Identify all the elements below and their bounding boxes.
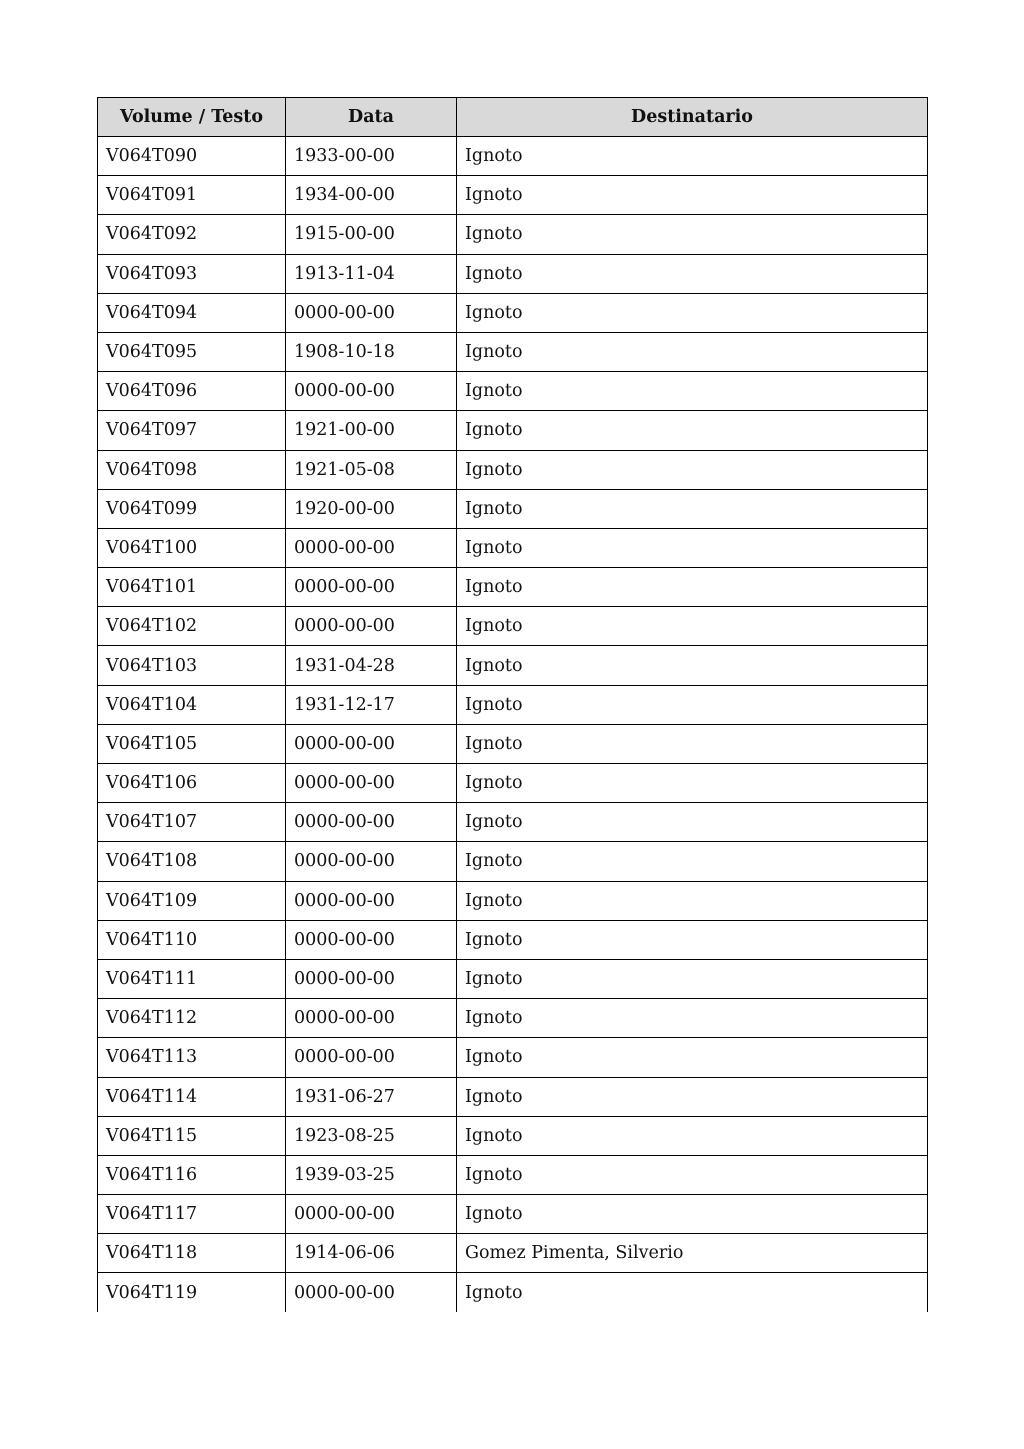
cell-data: 1914-06-06 <box>286 1234 457 1273</box>
cell-data: 0000-00-00 <box>286 1038 457 1077</box>
cell-destinatario: Ignoto <box>457 959 928 998</box>
table-row <box>98 528 928 567</box>
records-table <box>97 97 928 1312</box>
cell-volume-testo: V064T098 <box>98 450 286 489</box>
table-row <box>98 215 928 254</box>
cell-volume-testo: V064T104 <box>98 685 286 724</box>
header-data: Data <box>286 98 457 137</box>
table-row <box>98 920 928 959</box>
cell-destinatario: Ignoto <box>457 489 928 528</box>
cell-volume-testo: V064T112 <box>98 999 286 1038</box>
cell-volume-testo: V064T115 <box>98 1116 286 1155</box>
cell-destinatario: Ignoto <box>457 293 928 332</box>
cell-destinatario: Ignoto <box>457 450 928 489</box>
cell-volume-testo: V064T106 <box>98 764 286 803</box>
cell-volume-testo: V064T117 <box>98 1195 286 1234</box>
cell-volume-testo: V064T097 <box>98 411 286 450</box>
cell-data: 0000-00-00 <box>286 803 457 842</box>
cell-volume-testo: V064T110 <box>98 920 286 959</box>
cell-destinatario: Ignoto <box>457 920 928 959</box>
cell-data: 0000-00-00 <box>286 881 457 920</box>
cell-data: 0000-00-00 <box>286 528 457 567</box>
table-body <box>98 137 928 1313</box>
cell-destinatario: Ignoto <box>457 176 928 215</box>
cell-data: 1921-05-08 <box>286 450 457 489</box>
cell-volume-testo: V064T119 <box>98 1273 286 1312</box>
cell-destinatario: Ignoto <box>457 881 928 920</box>
cell-volume-testo: V064T118 <box>98 1234 286 1273</box>
header-row <box>98 98 928 137</box>
table-row <box>98 568 928 607</box>
cell-data: 1923-08-25 <box>286 1116 457 1155</box>
table-row <box>98 842 928 881</box>
table-row <box>98 137 928 176</box>
cell-volume-testo: V064T095 <box>98 332 286 371</box>
cell-destinatario: Ignoto <box>457 332 928 371</box>
cell-volume-testo: V064T103 <box>98 646 286 685</box>
cell-volume-testo: V064T100 <box>98 528 286 567</box>
cell-destinatario: Ignoto <box>457 1273 928 1312</box>
cell-volume-testo: V064T090 <box>98 137 286 176</box>
table-row <box>98 1234 928 1273</box>
header-destinatario: Destinatario <box>457 98 928 137</box>
cell-data: 0000-00-00 <box>286 568 457 607</box>
cell-destinatario: Ignoto <box>457 1077 928 1116</box>
cell-destinatario: Ignoto <box>457 685 928 724</box>
cell-data: 0000-00-00 <box>286 607 457 646</box>
table-row <box>98 803 928 842</box>
cell-data: 0000-00-00 <box>286 724 457 763</box>
table-row <box>98 1116 928 1155</box>
cell-destinatario: Ignoto <box>457 372 928 411</box>
table-row <box>98 685 928 724</box>
cell-data: 1915-00-00 <box>286 215 457 254</box>
table-row <box>98 372 928 411</box>
cell-volume-testo: V064T109 <box>98 881 286 920</box>
cell-volume-testo: V064T093 <box>98 254 286 293</box>
table-row <box>98 1038 928 1077</box>
cell-destinatario: Ignoto <box>457 842 928 881</box>
cell-destinatario: Ignoto <box>457 411 928 450</box>
table-row <box>98 959 928 998</box>
cell-destinatario: Ignoto <box>457 1038 928 1077</box>
table-row <box>98 1273 928 1312</box>
table-row <box>98 254 928 293</box>
cell-volume-testo: V064T113 <box>98 1038 286 1077</box>
table-row <box>98 999 928 1038</box>
cell-data: 1920-00-00 <box>286 489 457 528</box>
cell-volume-testo: V064T092 <box>98 215 286 254</box>
cell-destinatario: Ignoto <box>457 803 928 842</box>
cell-data: 1933-00-00 <box>286 137 457 176</box>
cell-data: 0000-00-00 <box>286 999 457 1038</box>
table-row <box>98 607 928 646</box>
table-row <box>98 411 928 450</box>
table-row <box>98 293 928 332</box>
cell-volume-testo: V064T105 <box>98 724 286 763</box>
cell-data: 0000-00-00 <box>286 372 457 411</box>
cell-data: 0000-00-00 <box>286 293 457 332</box>
cell-destinatario: Ignoto <box>457 1155 928 1194</box>
cell-destinatario: Gomez Pimenta, Silverio <box>457 1234 928 1273</box>
cell-volume-testo: V064T116 <box>98 1155 286 1194</box>
cell-data: 1931-06-27 <box>286 1077 457 1116</box>
cell-data: 1931-04-28 <box>286 646 457 685</box>
table-row <box>98 724 928 763</box>
cell-data: 0000-00-00 <box>286 959 457 998</box>
cell-data: 1931-12-17 <box>286 685 457 724</box>
table-row <box>98 450 928 489</box>
cell-data: 1908-10-18 <box>286 332 457 371</box>
cell-data: 0000-00-00 <box>286 842 457 881</box>
cell-data: 0000-00-00 <box>286 1195 457 1234</box>
cell-destinatario: Ignoto <box>457 999 928 1038</box>
table-row <box>98 764 928 803</box>
cell-destinatario: Ignoto <box>457 646 928 685</box>
table-row <box>98 489 928 528</box>
cell-data: 1934-00-00 <box>286 176 457 215</box>
cell-volume-testo: V064T101 <box>98 568 286 607</box>
cell-data: 0000-00-00 <box>286 1273 457 1312</box>
table-row <box>98 646 928 685</box>
cell-volume-testo: V064T094 <box>98 293 286 332</box>
cell-destinatario: Ignoto <box>457 254 928 293</box>
cell-data: 0000-00-00 <box>286 920 457 959</box>
cell-destinatario: Ignoto <box>457 764 928 803</box>
cell-volume-testo: V064T102 <box>98 607 286 646</box>
cell-destinatario: Ignoto <box>457 215 928 254</box>
table-row <box>98 1155 928 1194</box>
cell-data: 1939-03-25 <box>286 1155 457 1194</box>
table-row <box>98 176 928 215</box>
table-row <box>98 332 928 371</box>
cell-destinatario: Ignoto <box>457 528 928 567</box>
cell-destinatario: Ignoto <box>457 137 928 176</box>
table-header <box>98 98 928 137</box>
cell-volume-testo: V064T114 <box>98 1077 286 1116</box>
cell-data: 1921-00-00 <box>286 411 457 450</box>
cell-volume-testo: V064T099 <box>98 489 286 528</box>
cell-volume-testo: V064T107 <box>98 803 286 842</box>
cell-destinatario: Ignoto <box>457 607 928 646</box>
cell-volume-testo: V064T108 <box>98 842 286 881</box>
table-row <box>98 1195 928 1234</box>
cell-destinatario: Ignoto <box>457 568 928 607</box>
cell-volume-testo: V064T096 <box>98 372 286 411</box>
cell-destinatario: Ignoto <box>457 724 928 763</box>
cell-destinatario: Ignoto <box>457 1116 928 1155</box>
table-row <box>98 1077 928 1116</box>
cell-destinatario: Ignoto <box>457 1195 928 1234</box>
table-row <box>98 881 928 920</box>
cell-data: 0000-00-00 <box>286 764 457 803</box>
header-volume-testo: Volume / Testo <box>98 98 286 137</box>
cell-volume-testo: V064T111 <box>98 959 286 998</box>
cell-volume-testo: V064T091 <box>98 176 286 215</box>
cell-data: 1913-11-04 <box>286 254 457 293</box>
